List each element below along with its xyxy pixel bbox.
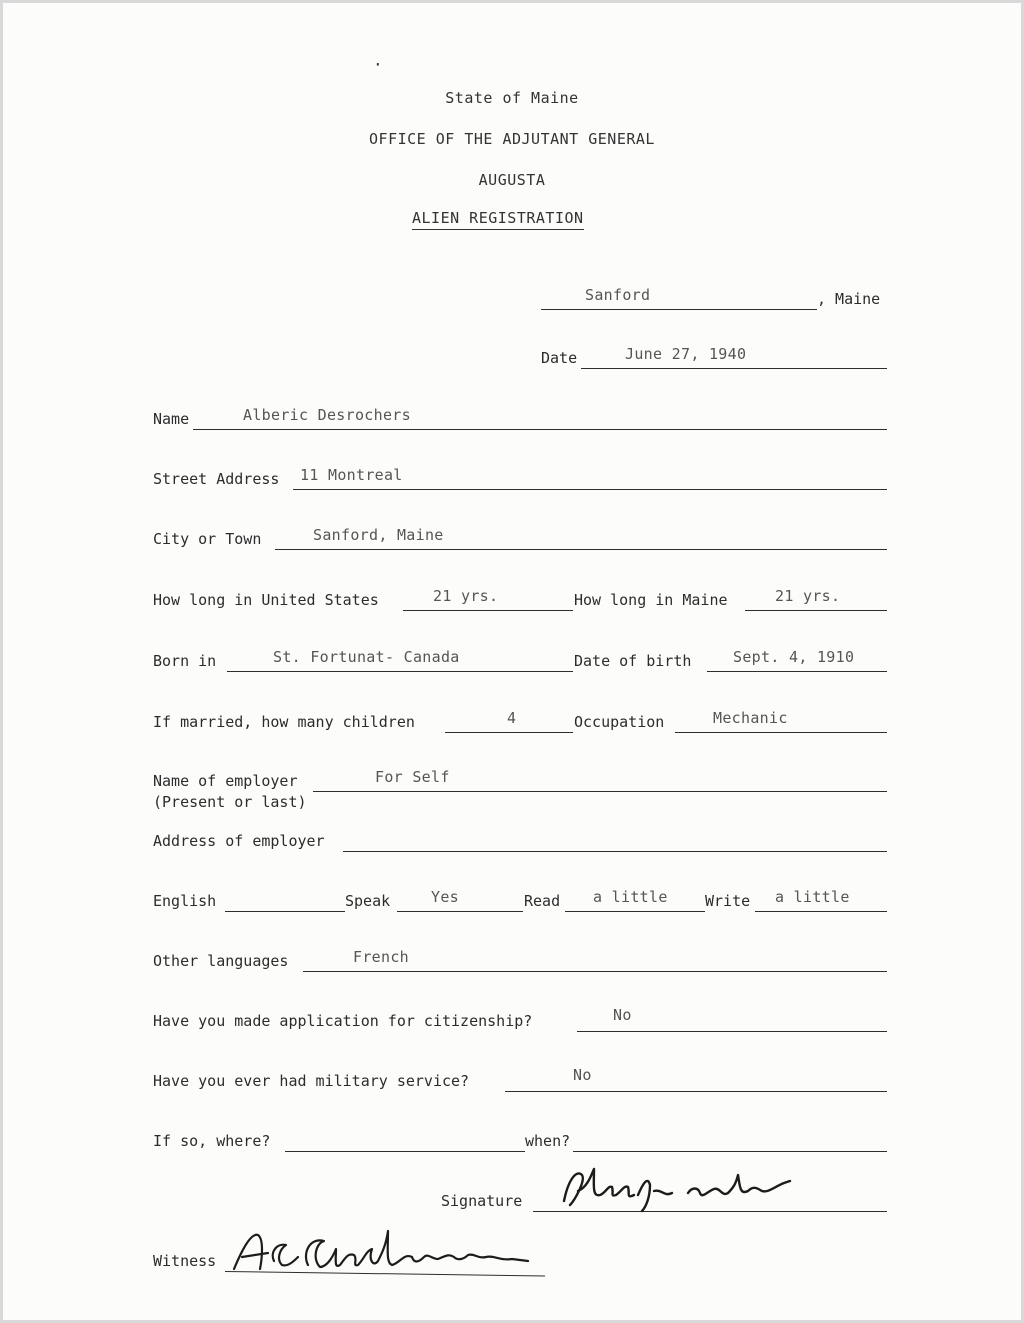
- read-value: a little: [593, 888, 668, 906]
- place-line: [541, 309, 817, 310]
- born-row: [153, 648, 887, 672]
- how-long-maine-label: How long in Maine: [574, 591, 728, 609]
- name-label: Name: [153, 410, 190, 428]
- speak-label: Speak: [345, 892, 391, 910]
- employer-address-field: [153, 828, 887, 852]
- place-field: [541, 286, 887, 310]
- children-line: [445, 732, 573, 733]
- form-title: ALIEN REGISTRATION: [412, 209, 584, 230]
- speak-line: [397, 911, 523, 912]
- employer-line: [313, 791, 887, 792]
- city-line: [275, 549, 887, 550]
- military-value: No: [573, 1066, 592, 1084]
- where-when-row: [153, 1128, 887, 1152]
- registration-form: [3, 3, 1021, 1320]
- employer-address-line: [343, 851, 887, 852]
- street-value: 11 Montreal: [300, 466, 403, 484]
- speak-value: Yes: [431, 888, 459, 906]
- dob-label: Date of birth: [574, 652, 692, 670]
- street-label: Street Address: [153, 470, 280, 488]
- employer-label: Name of employer: [153, 772, 298, 790]
- other-languages-label: Other languages: [153, 952, 289, 970]
- other-languages-value: French: [353, 948, 409, 966]
- children-row: [153, 709, 887, 733]
- date-field: [541, 345, 887, 369]
- english-label: English: [153, 892, 217, 910]
- children-label: If married, how many children: [153, 713, 415, 731]
- dob-line: [707, 671, 887, 672]
- how-long-maine-line: [745, 610, 887, 611]
- date-line: [581, 368, 887, 369]
- state-heading: State of Maine: [445, 89, 579, 107]
- how-long-maine-value: 21 yrs.: [775, 587, 841, 605]
- office-heading: OFFICE OF THE ADJUTANT GENERAL: [369, 130, 655, 148]
- military-field: [153, 1068, 887, 1092]
- write-line: [755, 911, 887, 912]
- citizenship-field: [153, 1008, 887, 1032]
- born-in-value: St. Fortunat- Canada: [273, 648, 460, 666]
- occupation-value: Mechanic: [713, 709, 788, 727]
- occupation-label: Occupation: [574, 713, 665, 731]
- signature-label: Signature: [441, 1192, 523, 1210]
- name-field: [153, 406, 887, 430]
- dob-value: Sept. 4, 1910: [733, 648, 855, 666]
- read-label: Read: [524, 892, 561, 910]
- how-long-us-value: 21 yrs.: [433, 587, 499, 605]
- date-value: June 27, 1940: [625, 345, 747, 363]
- read-line: [565, 911, 705, 912]
- born-in-label: Born in: [153, 652, 217, 670]
- when-line: [573, 1151, 887, 1152]
- how-long-us-label: How long in United States: [153, 591, 379, 609]
- english-row: [153, 888, 887, 912]
- employer-sublabel: (Present or last): [153, 793, 307, 811]
- occupation-line: [675, 732, 887, 733]
- place-value: Sanford: [585, 286, 651, 304]
- city-field: [153, 526, 887, 550]
- employer-address-label: Address of employer: [153, 832, 325, 850]
- citizenship-value: No: [613, 1006, 632, 1024]
- other-languages-field: [153, 948, 887, 972]
- city-value: Sanford, Maine: [313, 526, 444, 544]
- write-value: a little: [775, 888, 850, 906]
- english-line: [225, 911, 345, 912]
- signature-image: [558, 1161, 798, 1213]
- stray-mark: ·: [373, 55, 383, 74]
- name-value: Alberic Desrochers: [243, 406, 411, 424]
- street-line: [293, 489, 887, 490]
- street-field: [153, 466, 887, 490]
- children-value: 4: [507, 709, 517, 727]
- military-line: [505, 1091, 887, 1092]
- city-label: City or Town: [153, 530, 262, 548]
- write-label: Write: [705, 892, 751, 910]
- employer-field: [153, 768, 887, 792]
- employer-value: For Self: [375, 768, 450, 786]
- military-label: Have you ever had military service?: [153, 1072, 470, 1090]
- witness-signature-image: [228, 1225, 548, 1281]
- citizenship-line: [577, 1031, 887, 1032]
- date-label: Date: [541, 349, 578, 367]
- place-suffix: , Maine: [817, 290, 881, 308]
- how-long-us-line: [403, 610, 573, 611]
- where-label: If so, where?: [153, 1132, 271, 1150]
- born-in-line: [227, 671, 573, 672]
- where-line: [285, 1151, 525, 1152]
- when-label: when?: [525, 1132, 571, 1150]
- name-line: [193, 429, 887, 430]
- other-languages-line: [303, 971, 887, 972]
- city-heading: AUGUSTA: [478, 171, 546, 189]
- citizenship-label: Have you made application for citizenship?: [153, 1012, 533, 1030]
- how-long-row: [153, 587, 887, 611]
- witness-label: Witness: [153, 1252, 217, 1270]
